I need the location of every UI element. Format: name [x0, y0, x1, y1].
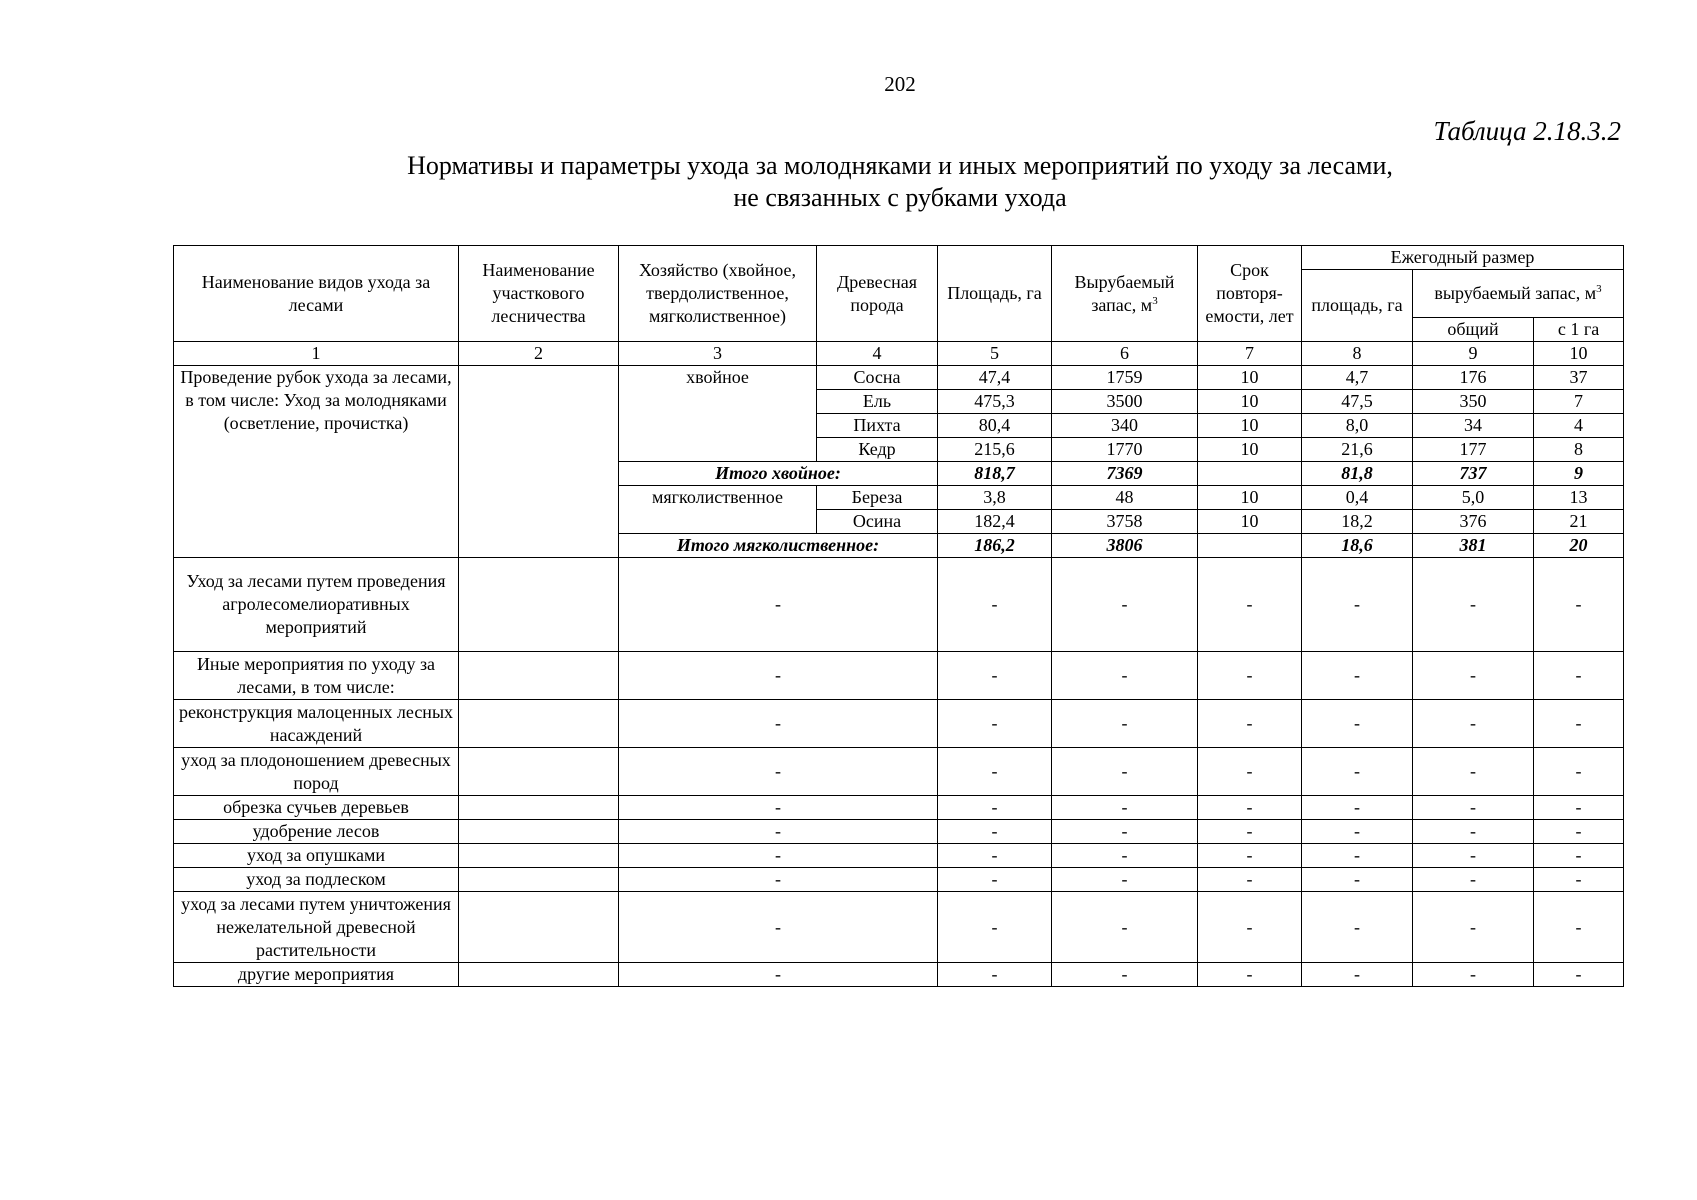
table-cell	[1198, 462, 1302, 486]
forestry-cell	[459, 963, 619, 987]
table-cell: 34	[1413, 414, 1534, 438]
forestry-cell	[459, 558, 619, 652]
table-cell: -	[938, 868, 1052, 892]
table-cell: -	[1534, 748, 1624, 796]
forestry-cell	[459, 820, 619, 844]
forestry-cell	[459, 868, 619, 892]
table-cell: 182,4	[938, 510, 1052, 534]
table-cell: 350	[1413, 390, 1534, 414]
table-cell: 47,4	[938, 366, 1052, 390]
table-cell: -	[1534, 558, 1624, 652]
header-cell: Древесная порода	[817, 246, 938, 342]
column-number: 6	[1052, 342, 1198, 366]
table-cell: -	[1198, 700, 1302, 748]
table-cell: 81,8	[1302, 462, 1413, 486]
table-cell: 20	[1534, 534, 1624, 558]
column-number: 4	[817, 342, 938, 366]
table-cell: -	[1198, 820, 1302, 844]
table-title	[0, 150, 1697, 214]
table-cell: -	[1198, 844, 1302, 868]
header-cell: Наименование участкового лесничества	[459, 246, 619, 342]
table-cell: 21,6	[1302, 438, 1413, 462]
table-cell: -	[1052, 892, 1198, 963]
table-row	[174, 820, 1624, 844]
table-cell: -	[938, 652, 1052, 700]
row-name: Проведение рубок ухода за лесами, в том числе: Уход за молодняками (осветление, прочистка)	[174, 366, 459, 558]
table-cell: -	[1534, 820, 1624, 844]
table-cell: -	[1198, 558, 1302, 652]
table-cell: 80,4	[938, 414, 1052, 438]
table-cell: -	[1413, 868, 1534, 892]
table-cell: -	[1534, 963, 1624, 987]
table-cell: -	[1413, 844, 1534, 868]
table-cell: 3806	[1052, 534, 1198, 558]
table-cell: 3500	[1052, 390, 1198, 414]
table-cell: 10	[1198, 414, 1302, 438]
table-label: Таблица 2.18.3.2	[1433, 116, 1621, 146]
column-number-row	[174, 342, 1624, 366]
table-cell: -	[1413, 892, 1534, 963]
table-cell: -	[1534, 700, 1624, 748]
superscript: 3	[1152, 294, 1158, 307]
table-cell: -	[1413, 963, 1534, 987]
table-row	[174, 844, 1624, 868]
table-cell: Береза	[817, 486, 938, 510]
table-cell: -	[1534, 892, 1624, 963]
forestry-cell	[459, 366, 619, 558]
table-cell: -	[938, 700, 1052, 748]
table-cell: -	[1052, 820, 1198, 844]
table-cell	[1198, 534, 1302, 558]
header-cell	[1052, 246, 1198, 342]
table-cell: -	[1302, 796, 1413, 820]
table-cell: -	[1534, 844, 1624, 868]
row-name: другие мероприятия	[174, 963, 459, 987]
table-row	[174, 963, 1624, 987]
row-name: Иные мероприятия по уходу за лесами, в том числе:	[174, 652, 459, 700]
table-cell: 21	[1534, 510, 1624, 534]
table-cell: -	[1302, 700, 1413, 748]
table-row	[174, 366, 1624, 390]
table-cell: 4	[1534, 414, 1624, 438]
table-cell: -	[619, 963, 938, 987]
table-cell: -	[1302, 963, 1413, 987]
table-cell: -	[1302, 892, 1413, 963]
header-cell: Ежегодный размер	[1302, 246, 1624, 270]
table-cell: -	[1052, 868, 1198, 892]
table-cell: 1759	[1052, 366, 1198, 390]
table-cell: 8,0	[1302, 414, 1413, 438]
header-cell-text: вырубаемый запас, м	[1434, 283, 1597, 303]
header-cell: площадь, га	[1302, 270, 1413, 342]
forestry-cell	[459, 748, 619, 796]
table-cell: 37	[1534, 366, 1624, 390]
table-cell: -	[1302, 558, 1413, 652]
table-cell: 215,6	[938, 438, 1052, 462]
row-name: уход за подлеском	[174, 868, 459, 892]
table-cell: -	[1534, 796, 1624, 820]
table-cell: -	[1302, 820, 1413, 844]
table-cell: Кедр	[817, 438, 938, 462]
table-cell: 8	[1534, 438, 1624, 462]
table-cell: -	[1302, 652, 1413, 700]
table-cell: -	[938, 963, 1052, 987]
header-cell: с 1 га	[1534, 318, 1624, 342]
table-cell: 177	[1413, 438, 1534, 462]
table-cell: -	[938, 748, 1052, 796]
table-cell: -	[619, 748, 938, 796]
table-cell: 10	[1198, 390, 1302, 414]
forestry-cell	[459, 652, 619, 700]
table-cell: 47,5	[1302, 390, 1413, 414]
forestry-cell	[459, 796, 619, 820]
table-cell: -	[1198, 748, 1302, 796]
table-cell: 818,7	[938, 462, 1052, 486]
row-name: удобрение лесов	[174, 820, 459, 844]
table-cell: -	[1052, 796, 1198, 820]
table-cell: 10	[1198, 486, 1302, 510]
table-cell: -	[619, 844, 938, 868]
page-number: 202	[884, 72, 916, 96]
table-cell: Пихта	[817, 414, 938, 438]
table-cell: 475,3	[938, 390, 1052, 414]
column-number: 1	[174, 342, 459, 366]
table-cell: -	[1413, 748, 1534, 796]
economy-cell: хвойное	[619, 366, 817, 462]
header-cell: Срок повторя-емости, лет	[1198, 246, 1302, 342]
title-line-1: Нормативы и параметры ухода за молодняками и иных мероприятий по уходу за лесами,	[407, 151, 1393, 180]
norms-table	[173, 245, 1624, 987]
table-cell: -	[1052, 963, 1198, 987]
table-cell: 10	[1198, 510, 1302, 534]
table-cell: -	[1534, 652, 1624, 700]
table-cell: -	[619, 892, 938, 963]
row-name: Уход за лесами путем проведения агролесомелиоративных мероприятий	[174, 558, 459, 652]
table-cell: -	[619, 820, 938, 844]
header-cell	[1413, 270, 1624, 318]
table-cell: -	[938, 892, 1052, 963]
table-cell: 9	[1534, 462, 1624, 486]
column-number: 2	[459, 342, 619, 366]
table-cell: -	[619, 796, 938, 820]
row-name: уход за опушками	[174, 844, 459, 868]
table-cell: -	[938, 844, 1052, 868]
table-cell: 186,2	[938, 534, 1052, 558]
table-cell: 376	[1413, 510, 1534, 534]
table-cell: -	[1052, 748, 1198, 796]
table-cell: -	[1302, 748, 1413, 796]
table-cell: -	[1198, 652, 1302, 700]
table-cell: 4,7	[1302, 366, 1413, 390]
column-number: 8	[1302, 342, 1413, 366]
table-cell: 10	[1198, 366, 1302, 390]
table-cell: -	[619, 700, 938, 748]
table-cell: -	[1198, 796, 1302, 820]
table-cell: 3758	[1052, 510, 1198, 534]
forestry-cell	[459, 700, 619, 748]
table-cell: -	[1198, 892, 1302, 963]
table-row	[174, 700, 1624, 748]
column-number: 10	[1534, 342, 1624, 366]
table-cell: Осина	[817, 510, 938, 534]
table-cell: 10	[1198, 438, 1302, 462]
table-cell: 48	[1052, 486, 1198, 510]
table-cell: -	[1052, 700, 1198, 748]
column-number: 3	[619, 342, 817, 366]
table-cell: -	[1198, 963, 1302, 987]
table-cell: -	[1413, 652, 1534, 700]
table-cell: 737	[1413, 462, 1534, 486]
table-cell: 5,0	[1413, 486, 1534, 510]
table-cell: -	[1052, 652, 1198, 700]
header-cell: Хозяйство (хвойное, твердолиственное, мягколиственное)	[619, 246, 817, 342]
table-cell: Сосна	[817, 366, 938, 390]
header-row-1	[174, 246, 1624, 270]
table-cell: -	[619, 652, 938, 700]
header-cell: Площадь, га	[938, 246, 1052, 342]
table-cell: -	[1413, 558, 1534, 652]
table-cell: 176	[1413, 366, 1534, 390]
header-cell-text: Вырубаемый запас, м	[1074, 271, 1175, 315]
table-cell: -	[1052, 558, 1198, 652]
table-cell: -	[938, 820, 1052, 844]
table-row	[174, 652, 1624, 700]
subtotal-label: Итого хвойное:	[619, 462, 938, 486]
subtotal-label: Итого мягколиственное:	[619, 534, 938, 558]
forestry-cell	[459, 844, 619, 868]
row-name: уход за лесами путем уничтожения нежелательной древесной растительности	[174, 892, 459, 963]
table-cell: -	[1413, 700, 1534, 748]
table-cell: -	[1302, 844, 1413, 868]
table-cell: 7	[1534, 390, 1624, 414]
column-number: 9	[1413, 342, 1534, 366]
table-cell: 3,8	[938, 486, 1052, 510]
table-cell: 340	[1052, 414, 1198, 438]
table-cell: 0,4	[1302, 486, 1413, 510]
table-cell: -	[619, 558, 938, 652]
superscript: 3	[1596, 283, 1602, 295]
table-cell: -	[1413, 820, 1534, 844]
table-cell: -	[1302, 868, 1413, 892]
forestry-cell	[459, 892, 619, 963]
table-row	[174, 892, 1624, 963]
row-name: реконструкция малоценных лесных насаждений	[174, 700, 459, 748]
table-cell: -	[1052, 844, 1198, 868]
table-row	[174, 796, 1624, 820]
table-cell: 13	[1534, 486, 1624, 510]
table-row	[174, 748, 1624, 796]
column-number: 5	[938, 342, 1052, 366]
table-row	[174, 868, 1624, 892]
table-cell: -	[619, 868, 938, 892]
row-name: уход за плодоношением древесных пород	[174, 748, 459, 796]
table-cell: 18,2	[1302, 510, 1413, 534]
table-row	[174, 558, 1624, 652]
table-cell: 1770	[1052, 438, 1198, 462]
table-cell: -	[938, 796, 1052, 820]
table-cell: Ель	[817, 390, 938, 414]
row-name: обрезка сучьев деревьев	[174, 796, 459, 820]
table-cell: -	[1534, 868, 1624, 892]
table-cell: 381	[1413, 534, 1534, 558]
table-cell: -	[938, 558, 1052, 652]
table-cell: 18,6	[1302, 534, 1413, 558]
table-cell: -	[1413, 796, 1534, 820]
title-line-2: не связанных с рубками ухода	[733, 183, 1067, 212]
column-number: 7	[1198, 342, 1302, 366]
header-cell: Наименование видов ухода за лесами	[174, 246, 459, 342]
header-cell: общий	[1413, 318, 1534, 342]
table-cell: -	[1198, 868, 1302, 892]
economy-cell: мягколиственное	[619, 486, 817, 534]
table-cell: 7369	[1052, 462, 1198, 486]
